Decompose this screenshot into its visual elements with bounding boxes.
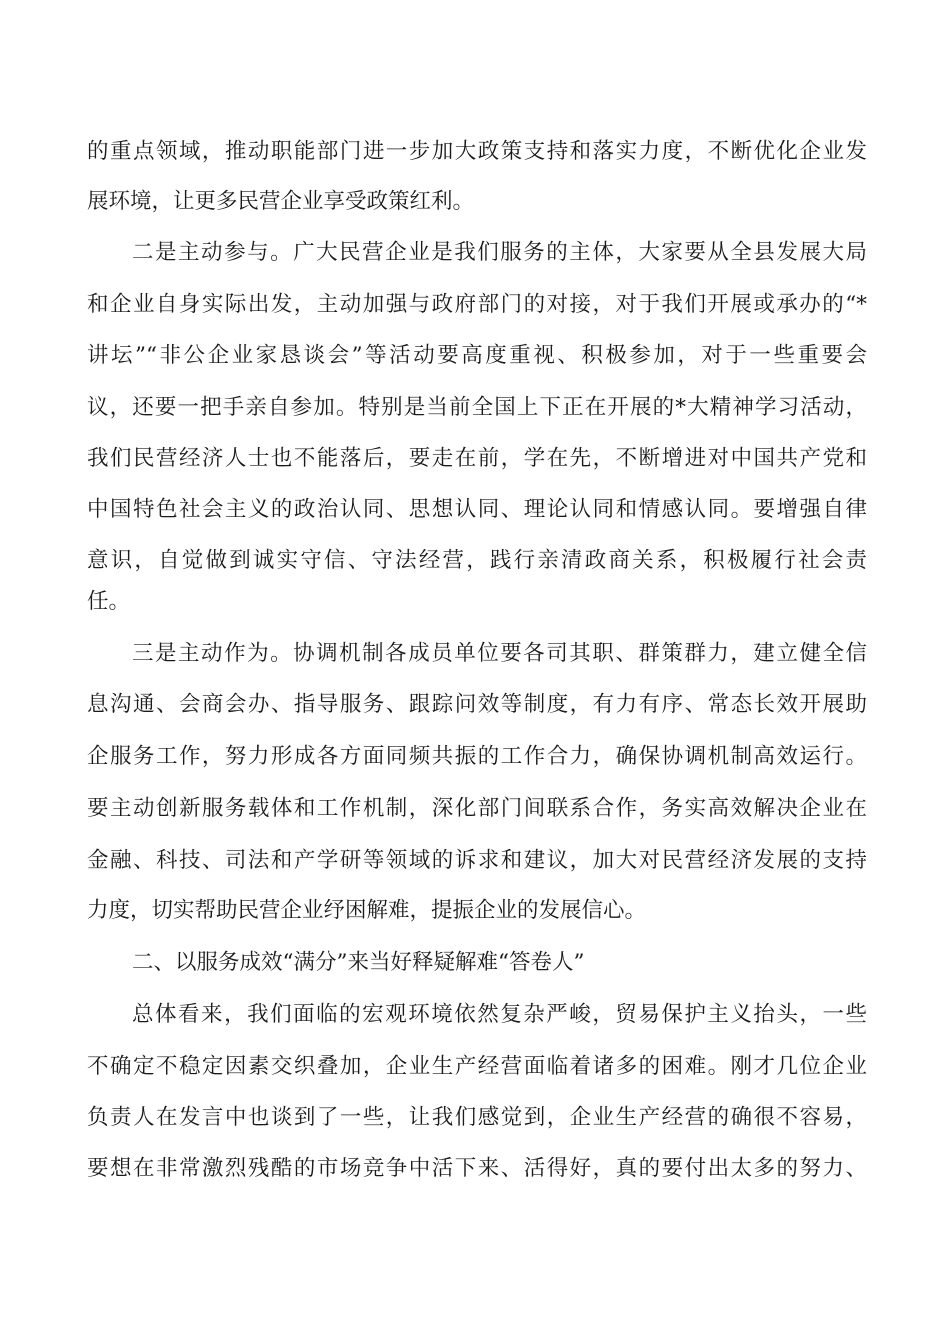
text-line: 中国特色社会主义的政治认同、思想认同、理论认同和情感认同。要增强自律 bbox=[87, 497, 867, 522]
text-line: 的重点领域，推动职能部门进一步加大政策支持和落实力度，不断优化企业发 bbox=[87, 139, 867, 164]
text-line: 讲坛”“非公企业家恳谈会”等活动要高度重视、积极参加，对于一些重要会 bbox=[87, 343, 867, 368]
text-line: 要主动创新服务载体和工作机制，深化部门间联系合作，务实高效解决企业在 bbox=[87, 796, 867, 821]
paragraph-line: 总体看来，我们面临的宏观环境依然复杂严峻，贸易保护主义抬头，一些 bbox=[132, 1002, 867, 1027]
paragraph-heading-line: 二是主动参与。广大民营企业是我们服务的主体，大家要从全县发展大局 bbox=[132, 240, 867, 265]
section-heading: 二、以服务成效“满分”来当好释疑解难“答卷人” bbox=[132, 950, 585, 975]
text-line: 议，还要一把手亲自参加。特别是当前全国上下正在开展的*大精神学习活动， bbox=[87, 395, 867, 420]
text-line: 息沟通、会商会办、指导服务、跟踪问效等制度，有力有序、常态长效开展助 bbox=[87, 692, 867, 717]
text-line: 力度，切实帮助民营企业纾困解难，提振企业的发展信心。 bbox=[87, 898, 647, 923]
text-line: 要想在非常激烈残酷的市场竞争中活下来、活得好，真的要付出太多的努力、 bbox=[87, 1156, 867, 1181]
text-line: 企服务工作，努力形成各方面同频共振的工作合力，确保协调机制高效运行。 bbox=[87, 744, 867, 769]
text-line: 不确定不稳定因素交织叠加，企业生产经营面临着诸多的困难。刚才几位企业 bbox=[87, 1054, 867, 1079]
text-line: 任。 bbox=[87, 589, 131, 614]
text-line: 意识，自觉做到诚实守信、守法经营，践行亲清政商关系，积极履行社会责 bbox=[87, 548, 867, 573]
text-line: 负责人在发言中也谈到了一些，让我们感觉到，企业生产经营的确很不容易， bbox=[87, 1105, 867, 1130]
text-line: 和企业自身实际出发，主动加强与政府部门的对接，对于我们开展或承办的“* bbox=[87, 292, 867, 317]
text-line: 我们民营经济人士也不能落后，要走在前，学在先，不断增进对中国共产党和 bbox=[87, 446, 867, 471]
text-line: 展环境，让更多民营企业享受政策红利。 bbox=[87, 189, 475, 214]
text-line: 金融、科技、司法和产学研等领域的诉求和建议，加大对民营经济发展的支持 bbox=[87, 848, 867, 873]
paragraph-heading-line: 三是主动作为。协调机制各成员单位要各司其职、群策群力，建立健全信 bbox=[132, 641, 867, 666]
